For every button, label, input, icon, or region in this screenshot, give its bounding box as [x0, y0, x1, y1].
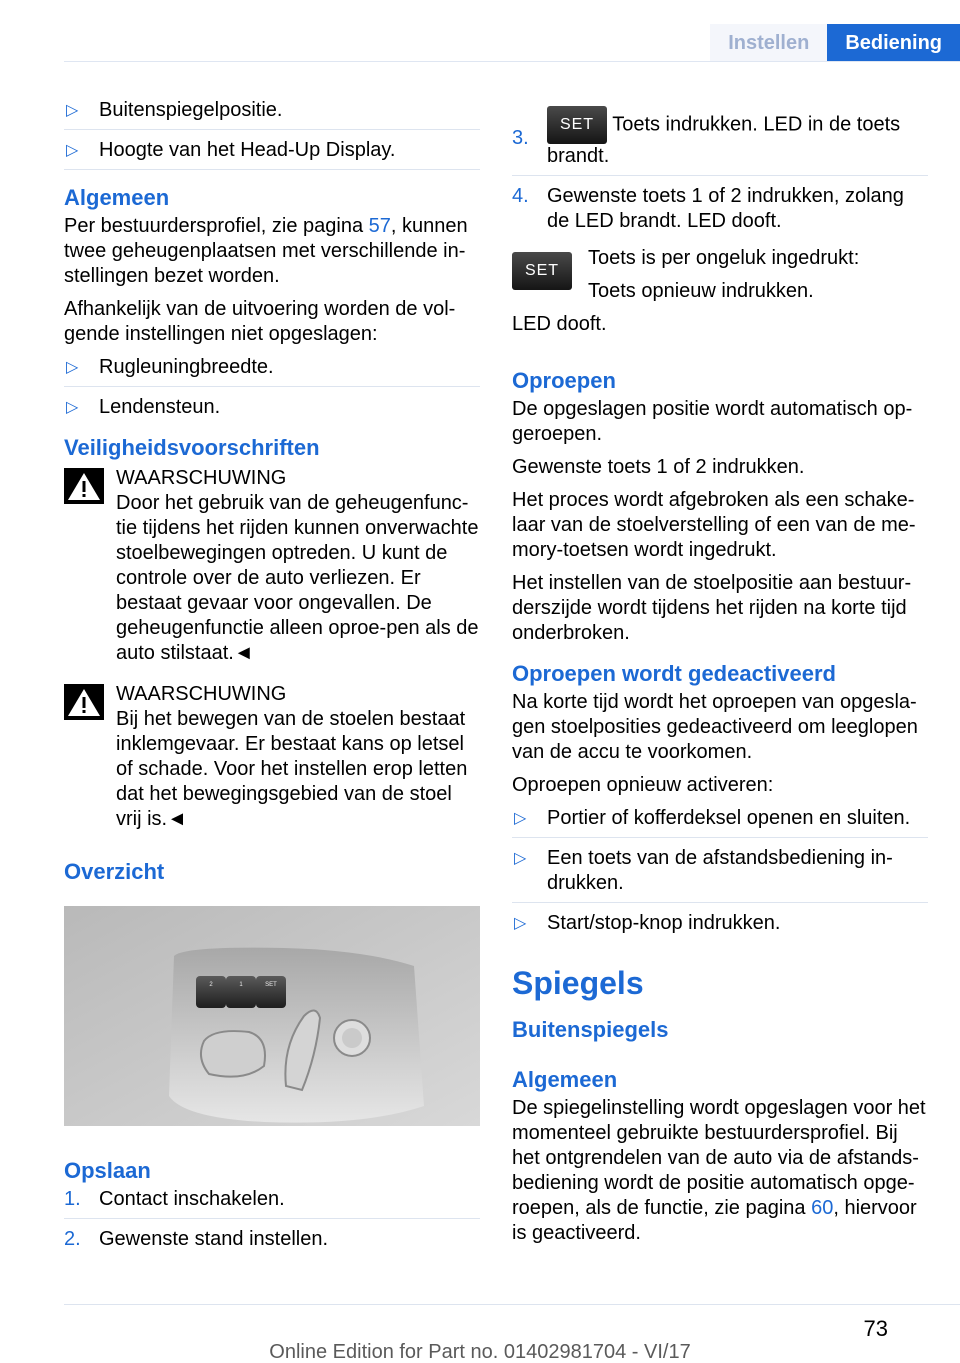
list-item: ▷ Start/stop-knop indrukken.: [514, 912, 781, 934]
paragraph: LED dooft.: [512, 313, 607, 335]
list-item: ▷ Rugleuningbreedte.: [64, 355, 480, 387]
triangle-bullet-icon: ▷: [66, 399, 79, 416]
warning-title: WAARSCHUWING: [116, 683, 287, 705]
paragraph: De spiegelinstelling wordt opgeslagen voor het momenteel gebruikte bestuurdersprofiel. Bij het ontgrendelen van de auto via de afstands-bediening wordt de positie automatisch opge-roepen, als de functie, zie pagina 60, hiervoor is geactiveerd.: [512, 1097, 926, 1244]
photo-button-2: 2: [209, 982, 213, 988]
paragraph: Oproepen opnieuw activeren:: [512, 774, 774, 796]
photo-button-set: SET: [265, 982, 277, 988]
right-column: [512, 106, 928, 1254]
seat-memory-buttons-photo: [64, 906, 480, 1126]
list-item: ▷ Lendensteun.: [66, 396, 221, 418]
page-link-60[interactable]: 60: [811, 1197, 834, 1219]
paragraph: Het instellen van de stoelpositie aan bestuur-derszijde wordt tijdens het rijden na korte tijd onderbroken.: [512, 572, 912, 644]
list-item: 2. Gewenste stand instellen.: [64, 1228, 329, 1250]
section-heading-oproepen: Oproepen: [512, 368, 616, 393]
triangle-bullet-icon: ▷: [66, 142, 79, 159]
section-heading-algemeen-spiegels: Algemeen: [512, 1067, 618, 1092]
chapter-title-spiegels: Spiegels: [512, 965, 644, 1001]
warning-title: WAARSCHUWING: [116, 467, 287, 489]
tab-bediening[interactable]: Bediening: [827, 24, 960, 62]
header-tabs: [710, 24, 960, 62]
photo-button-1: 1: [239, 982, 243, 988]
section-heading-gedeactiveerd: Oproepen wordt gedeactiveerd: [512, 661, 836, 686]
header-divider: [64, 61, 960, 62]
triangle-bullet-icon: ▷: [514, 915, 527, 932]
paragraph: De opgeslagen positie wordt automatisch op-geroepen.: [512, 398, 913, 445]
set-note: SET Toets is per ongeluk ingedrukt: Toets opnieuw indrukken.: [512, 246, 928, 304]
section-heading-overzicht: Overzicht: [64, 859, 165, 884]
paragraph: Afhankelijk van de uitvoering worden de vol-gende instellingen niet opgeslagen:: [64, 298, 456, 345]
section-heading-opslaan: Opslaan: [64, 1158, 151, 1183]
section-heading-buitenspiegels: Buitenspiegels: [512, 1017, 669, 1042]
warning-text: Bij het bewegen van de stoelen bestaat inklemgevaar. Er bestaat kans op letsel of schade. Voor het instellen erop letten dat het bewegingsgebied van de stoel vrij is.◄: [116, 708, 468, 830]
triangle-bullet-icon: ▷: [514, 850, 527, 867]
paragraph: Na korte tijd wordt het oproepen van opgesla-gen stoelposities gedeactiveerd om leeglopen van de accu te voorkomen.: [512, 691, 918, 763]
triangle-bullet-icon: ▷: [66, 359, 79, 376]
set-button-icon: SET: [547, 106, 607, 144]
warning-block: [64, 466, 480, 666]
triangle-bullet-icon: ▷: [514, 810, 527, 827]
triangle-bullet-icon: ▷: [66, 102, 79, 119]
tab-instellen[interactable]: Instellen: [710, 24, 827, 62]
warning-text: Door het gebruik van de geheugenfunc-tie tijdens het rijden kunnen onverwachte stoelbewegingen optreden. U kunt de controle over de auto verliezen. Er bestaat gevaar voor ongevallen. De geheugenfunctie alleen oproe-pen als de auto stilstaat.◄: [116, 492, 479, 664]
list-item: 1. Contact inschakelen.: [64, 1187, 480, 1219]
list-item: ▷ Hoogte van het Head-Up Display.: [64, 138, 480, 170]
paragraph: Gewenste toets 1 of 2 indrukken.: [512, 456, 805, 478]
left-column: [64, 98, 480, 1260]
page-number: 73: [863, 1316, 888, 1341]
list-item: ▷ Buitenspiegelpositie.: [64, 98, 480, 130]
list-item: 4. Gewenste toets 1 of 2 indrukken, zolang de LED brandt. LED dooft.: [512, 185, 904, 232]
edition-watermark: Online Edition for Part no. 01402981704 - VI/17: [269, 1341, 691, 1363]
paragraph: Per bestuurdersprofiel, zie pagina 57, kunnen twee geheugenplaatsen met verschillende in-stellingen bezet worden.: [64, 215, 468, 287]
section-heading-veiligheid: Veiligheidsvoorschriften: [64, 435, 320, 460]
list-item: ▷ Portier of kofferdeksel openen en sluiten.: [512, 806, 928, 838]
list-item: 3. SET Toets indrukken. LED in de toets brandt.: [512, 106, 928, 176]
warning-triangle-icon: [64, 468, 104, 504]
warning-triangle-icon: [64, 684, 104, 720]
set-button-icon: SET: [512, 252, 572, 290]
section-heading-algemeen: Algemeen: [64, 185, 170, 210]
warning-block: [64, 682, 480, 832]
paragraph: Het proces wordt afgebroken als een schake-laar van de stoelverstelling of een van de me-mory-toetsen wordt ingedrukt.: [512, 489, 916, 561]
page-link-57[interactable]: 57: [368, 215, 391, 237]
footer-divider: [64, 1304, 960, 1305]
list-item: ▷ Een toets van de afstandsbediening in-drukken.: [512, 846, 928, 903]
